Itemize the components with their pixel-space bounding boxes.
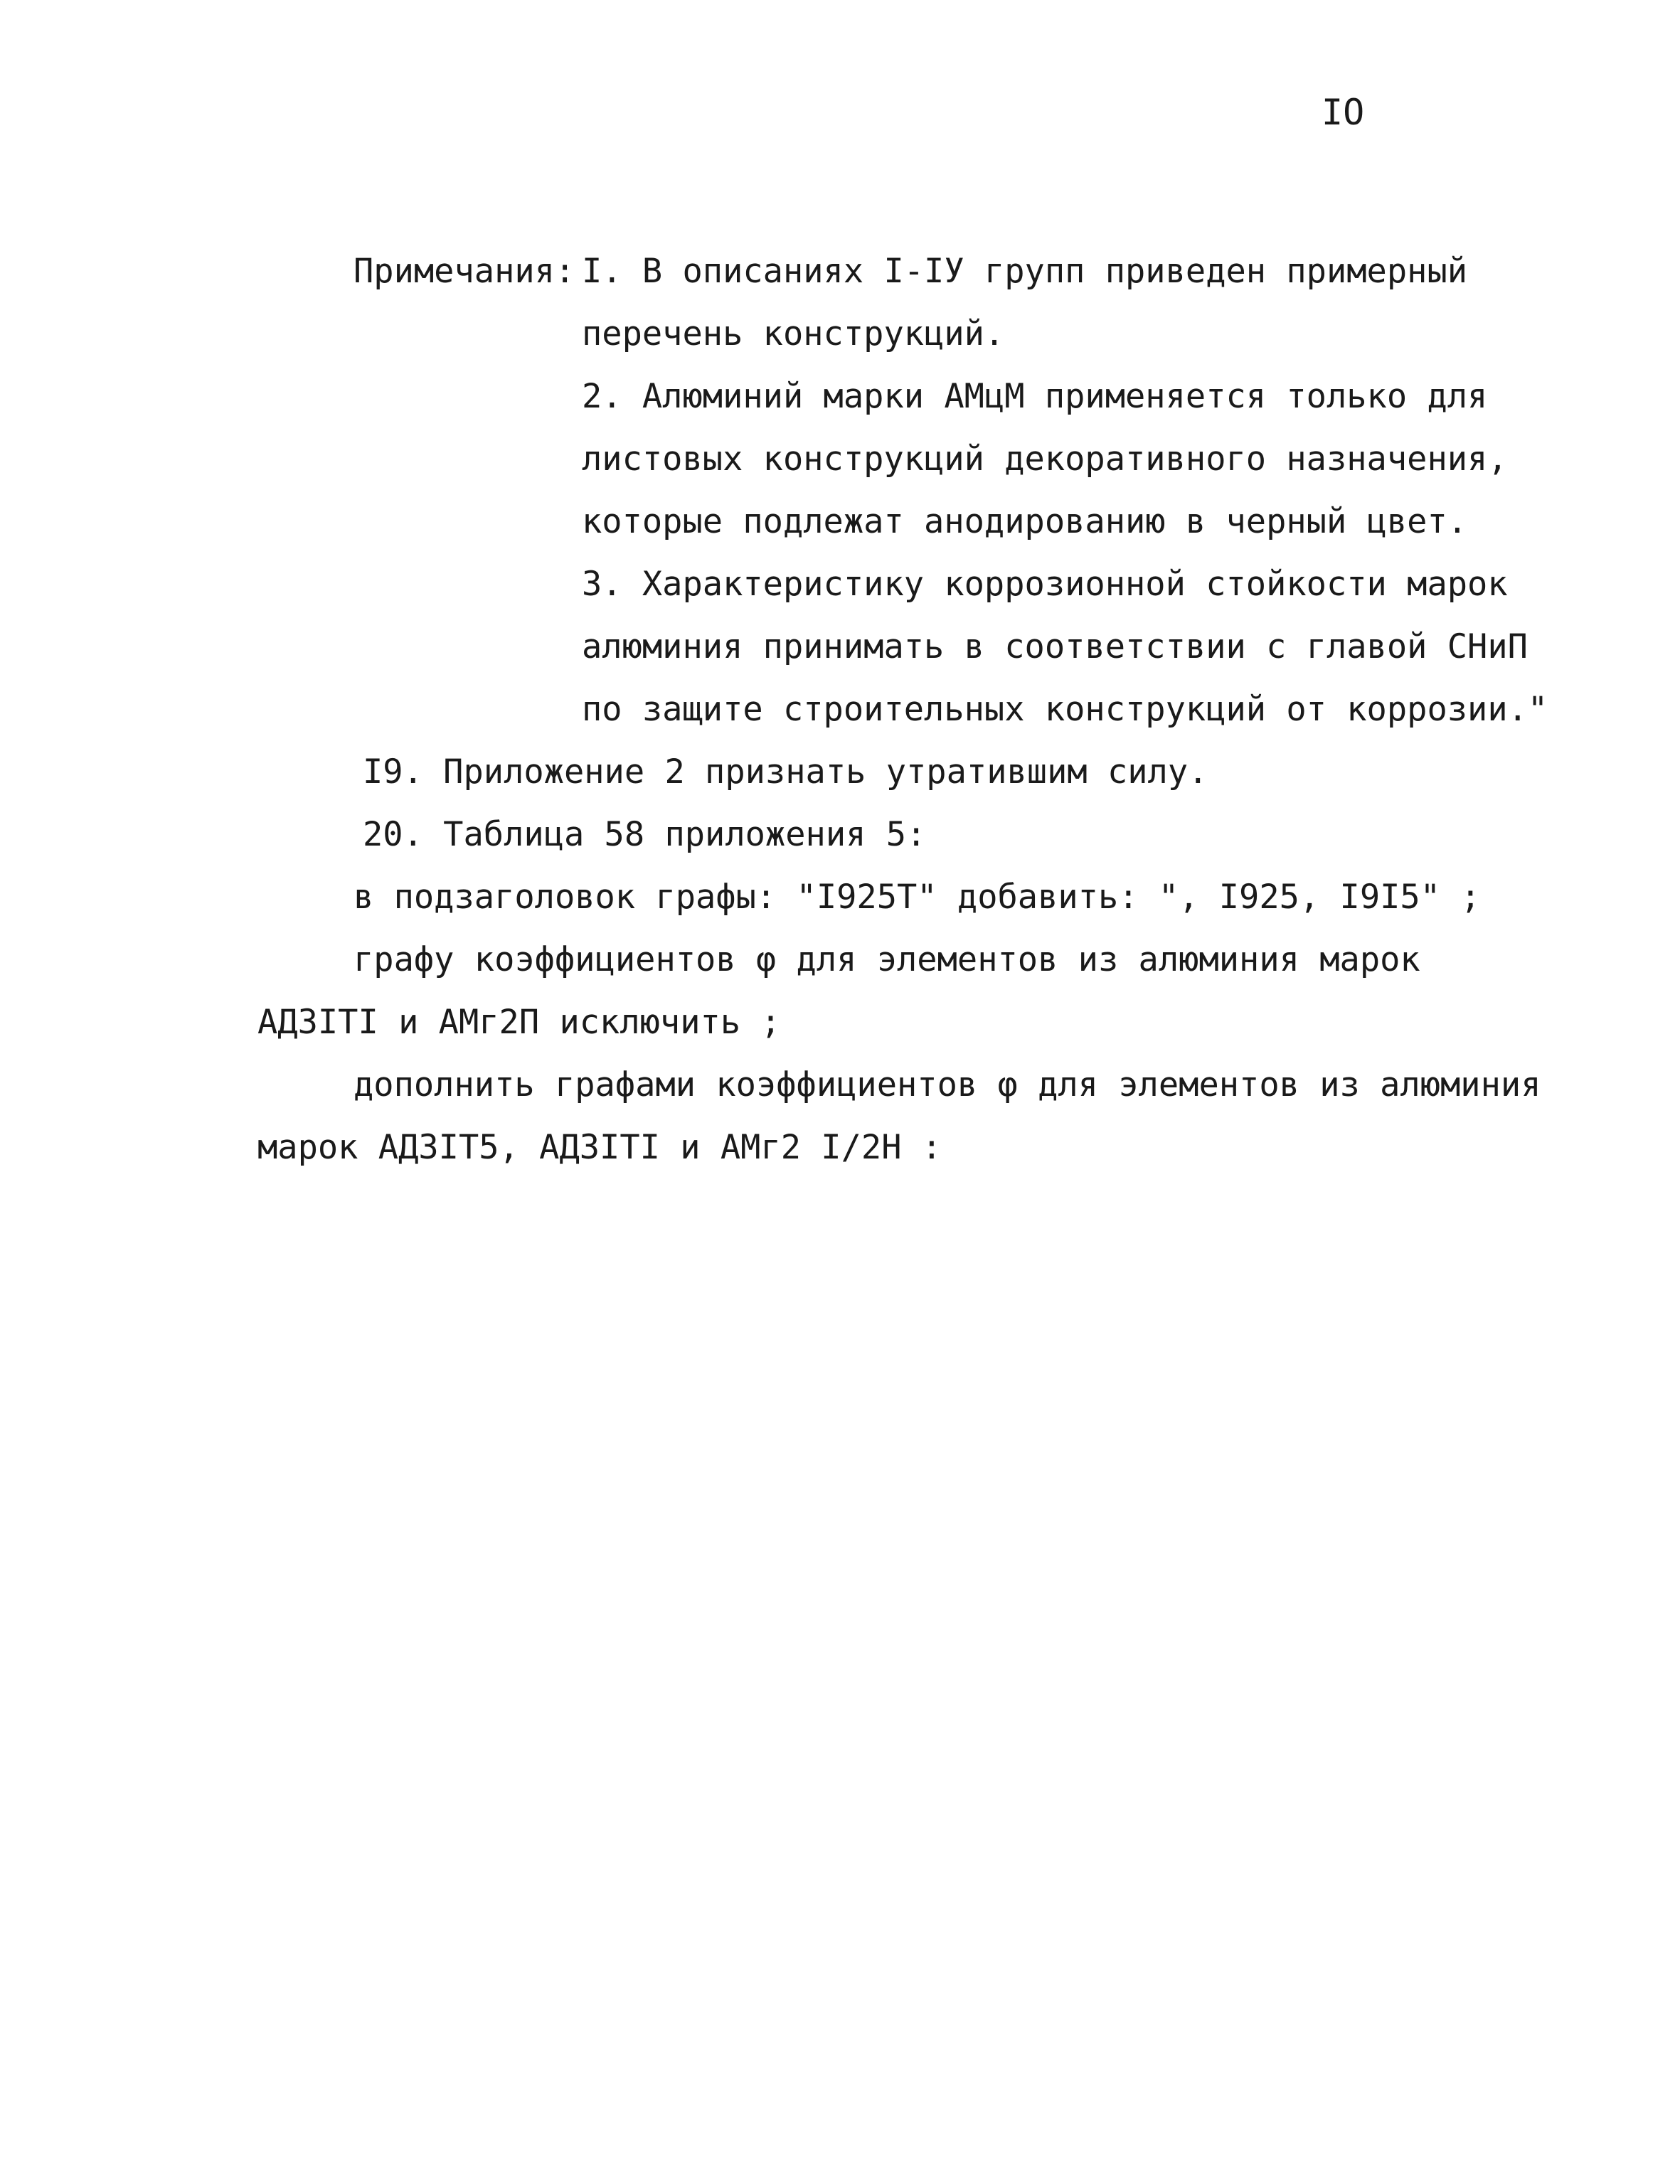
note-2-line-3: которые подлежат анодированию в черный цвет. — [582, 502, 1468, 541]
notes-label: Примечания: — [353, 252, 575, 291]
note-1-line-1: I. В описаниях I-IУ групп приведен примерный — [582, 252, 1468, 291]
item-20-line-4: дополнить графами коэффициентов φ для элементов из алюминия — [353, 1065, 1541, 1104]
item-19: I9. Приложение 2 признать утратившим силу. — [363, 752, 1208, 792]
item-20-line-1: в подзаголовок графы: "I925Т" добавить: ", I925, I9I5" ; — [353, 878, 1481, 917]
item-20-line-3: АДЗIТI и АМг2П исключить ; — [257, 1003, 781, 1042]
note-3-line-1: 3. Характеристику коррозионной стойкости марок — [582, 565, 1508, 604]
note-2-line-2: листовых конструкций декоративного назначения, — [582, 440, 1508, 479]
page-number: IO — [1322, 92, 1365, 133]
note-1-line-2: перечень конструкций. — [582, 314, 1005, 353]
note-3-line-3: по защите строительных конструкций от коррозии." — [582, 690, 1548, 729]
item-20-line-2: графу коэффициентов φ для элементов из алюминия марок — [353, 940, 1420, 979]
note-2-line-1: 2. Алюминий марки АМцМ применяется только для — [582, 377, 1488, 416]
item-20-title: 20. Таблица 58 приложения 5: — [363, 815, 927, 854]
item-20-line-5: марок АДЗIТ5, АДЗIТI и АМг2 I/2Н : — [257, 1128, 942, 1167]
note-3-line-2: алюминия принимать в соответствии с главой СНиП — [582, 627, 1528, 666]
